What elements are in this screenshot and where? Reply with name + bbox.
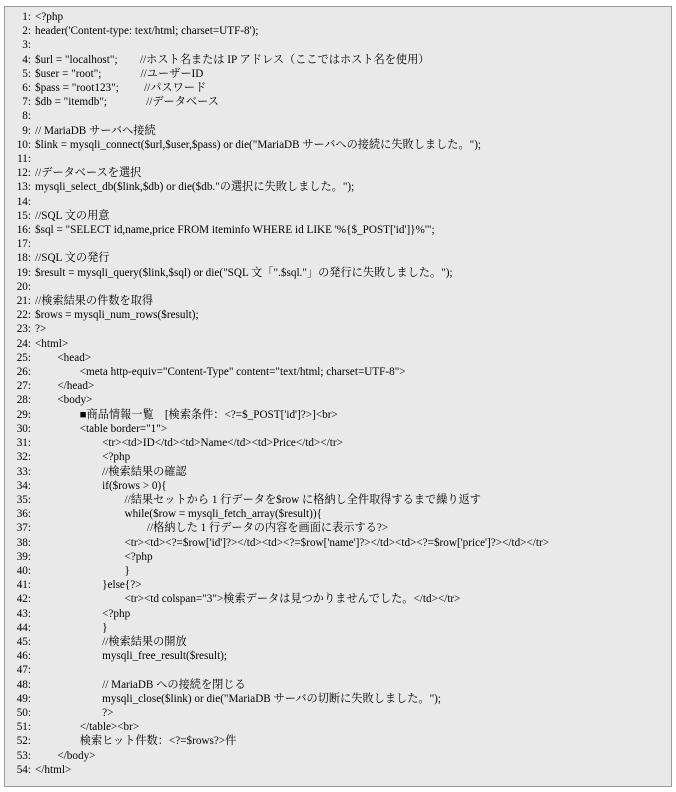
- code-line: [7, 749, 669, 763]
- code-line: [7, 507, 669, 521]
- code-line: [7, 166, 669, 180]
- line-number: 14:: [16, 195, 31, 208]
- line-number: 7:: [22, 96, 31, 109]
- line-code: <tr><td>ID</td><td>Name</td><td>Price</td></tr>: [35, 437, 343, 450]
- code-line: [7, 337, 669, 351]
- code-line: [7, 209, 669, 223]
- line-code: <body>: [35, 394, 93, 407]
- code-line: [7, 280, 669, 294]
- code-line: [7, 692, 669, 706]
- code-line: [7, 521, 669, 535]
- line-number: 21:: [16, 295, 31, 308]
- line-number: 19:: [16, 266, 31, 279]
- code-line: [7, 180, 669, 194]
- line-number: 40:: [16, 564, 31, 577]
- line-code: $user = "root"; //ユーザーID: [35, 67, 204, 80]
- line-code: <?php: [35, 607, 131, 620]
- line-code: $sql = "SELECT id,name,price FROM iteminfo WHERE id LIKE '%{$_POST['id']}%'";: [35, 224, 435, 237]
- line-number: 8:: [22, 110, 31, 123]
- line-number: 53:: [16, 749, 31, 762]
- line-number: 15:: [16, 209, 31, 222]
- line-number: 52:: [16, 735, 31, 748]
- line-number: 47:: [16, 664, 31, 677]
- code-line: [7, 607, 669, 621]
- line-number: 54:: [16, 763, 31, 776]
- line-code: //検索結果の確認: [35, 465, 187, 478]
- code-line: [7, 195, 669, 209]
- line-number: 43:: [16, 607, 31, 620]
- line-number: 2:: [22, 25, 31, 38]
- line-number: 50:: [16, 706, 31, 719]
- line-number: 10:: [16, 138, 31, 151]
- code-line: [7, 393, 669, 407]
- code-line: [7, 578, 669, 592]
- code-line: [7, 38, 669, 52]
- line-number: 49:: [16, 692, 31, 705]
- line-number: 18:: [16, 252, 31, 265]
- line-code: }: [35, 621, 108, 634]
- line-number: 23:: [16, 323, 31, 336]
- code-line: [7, 138, 669, 152]
- line-code: <table border="1">: [35, 422, 168, 435]
- line-code: <tr><td><?=$row['id']?></td><td><?=$row['name']?></td><td><?=$row['price']?></td></tr>: [35, 536, 550, 549]
- line-code: <?php: [35, 11, 64, 23]
- line-number: 39:: [16, 550, 31, 563]
- line-number: 16:: [16, 224, 31, 237]
- line-number: 48:: [16, 678, 31, 691]
- code-line: [7, 465, 669, 479]
- line-number: 32:: [16, 451, 31, 464]
- line-number: 20:: [16, 280, 31, 293]
- line-code: </body>: [35, 749, 96, 762]
- line-number: 24:: [16, 337, 31, 350]
- code-line: [7, 408, 669, 422]
- code-line: [7, 365, 669, 379]
- line-code: </table><br>: [35, 721, 140, 734]
- line-number: 5:: [22, 67, 31, 80]
- line-code: <html>: [35, 337, 69, 350]
- code-line: [7, 592, 669, 606]
- code-line: [7, 379, 669, 393]
- code-line: [7, 621, 669, 635]
- line-code: 検索ヒット件数：<?=$rows?>件: [35, 735, 237, 748]
- line-number: 37:: [16, 522, 31, 535]
- code-listing: [4, 6, 672, 787]
- line-code: <tr><td colspan="3">検索データは見つかりませんでした。</td></tr>: [35, 593, 461, 606]
- code-line: [7, 237, 669, 251]
- line-code: }else{?>: [35, 579, 142, 592]
- line-code: ?>: [35, 706, 114, 719]
- line-number: 36:: [16, 508, 31, 521]
- line-code: //検索結果の件数を取得: [35, 295, 154, 308]
- code-line: [7, 251, 669, 265]
- line-code: ?>: [35, 323, 47, 336]
- line-code: $url = "localhost"; //ホスト名または IP アドレス（ここではホスト名を使用）: [35, 53, 430, 66]
- line-number: 9:: [22, 124, 31, 137]
- code-line: [7, 266, 669, 280]
- line-code: $result = mysqli_query($link,$sql) or die("SQL 文「".$sql."」の発行に失敗しました。");: [35, 266, 453, 279]
- code-line: [7, 450, 669, 464]
- line-code: //データベースを選択: [35, 167, 142, 180]
- line-code: $link = mysqli_connect($url,$user,$pass) or die("MariaDB サーバへの接続に失敗しました。");: [35, 138, 482, 151]
- line-number: 41:: [16, 579, 31, 592]
- line-code: }: [35, 564, 130, 577]
- line-code: mysqli_select_db($link,$db) or die($db."の選択に失敗しました。");: [35, 181, 355, 194]
- line-number: 12:: [16, 167, 31, 180]
- line-code: header('Content-type: text/html; charset=UTF-8');: [35, 25, 259, 38]
- line-number: 13:: [16, 181, 31, 194]
- code-line: [7, 308, 669, 322]
- line-number: 33:: [16, 465, 31, 478]
- code-line: [7, 536, 669, 550]
- line-number: 1:: [22, 11, 31, 23]
- line-code: // MariaDB への接続を閉じる: [35, 678, 246, 691]
- code-line: [7, 550, 669, 564]
- code-line: [7, 763, 669, 777]
- line-code: //SQL 文の用意: [35, 209, 110, 222]
- line-number: 4:: [22, 53, 31, 66]
- line-number: 38:: [16, 536, 31, 549]
- code-line: [7, 720, 669, 734]
- line-number: 3:: [22, 39, 31, 52]
- line-code: // MariaDB サーバへ接続: [35, 124, 156, 137]
- line-code: //SQL 文の発行: [35, 252, 110, 265]
- code-line: [7, 436, 669, 450]
- code-line: [7, 152, 669, 166]
- code-line: [7, 223, 669, 237]
- line-code: //結果セットから 1 行データを$row に格納し全件取得するまで繰り返す: [35, 493, 481, 506]
- line-number: 22:: [16, 309, 31, 322]
- code-line: [7, 322, 669, 336]
- line-number: 42:: [16, 593, 31, 606]
- code-line: [7, 53, 669, 67]
- line-number: 26:: [16, 366, 31, 379]
- line-number: 29:: [16, 408, 31, 421]
- line-number: 30:: [16, 422, 31, 435]
- line-code: <?php: [35, 451, 131, 464]
- code-line: [7, 635, 669, 649]
- line-code: $db = "itemdb"; //データベース: [35, 96, 219, 109]
- line-number: 11:: [17, 153, 31, 166]
- line-code: ■商品情報一覧 [検索条件：<?=$_POST['id']?>]<br>: [35, 408, 338, 421]
- line-number: 46:: [16, 650, 31, 663]
- line-code: //検索結果の開放: [35, 635, 187, 648]
- code-line: [7, 734, 669, 748]
- line-number: 44:: [16, 621, 31, 634]
- code-line: [7, 124, 669, 138]
- line-number: 28:: [16, 394, 31, 407]
- line-number: 25:: [16, 351, 31, 364]
- code-line: [7, 493, 669, 507]
- line-code: <head>: [35, 351, 92, 364]
- line-code: </html>: [35, 763, 72, 776]
- line-number: 51:: [16, 721, 31, 734]
- code-line: [7, 109, 669, 123]
- line-code: if($rows > 0){: [35, 479, 167, 492]
- code-line: [7, 649, 669, 663]
- code-line: [7, 24, 669, 38]
- code-line: [7, 678, 669, 692]
- code-line: [7, 422, 669, 436]
- code-line: [7, 351, 669, 365]
- code-line: [7, 95, 669, 109]
- line-code: while($row = mysqli_fetch_array($result)){: [35, 508, 322, 521]
- line-code: </head>: [35, 380, 95, 393]
- code-line: [7, 479, 669, 493]
- code-line: [7, 81, 669, 95]
- line-code: //格納した 1 行データの内容を画面に表示する?>: [35, 522, 389, 535]
- code-line: [7, 706, 669, 720]
- line-number: 27:: [16, 380, 31, 393]
- line-number: 31:: [16, 437, 31, 450]
- code-line: [7, 663, 669, 677]
- line-code: <meta http-equiv="Content-Type" content="text/html; charset=UTF-8">: [35, 366, 406, 379]
- line-code: mysqli_free_result($result);: [35, 650, 228, 663]
- code-line: [7, 564, 669, 578]
- line-number: 45:: [16, 635, 31, 648]
- line-number: 17:: [16, 238, 31, 251]
- line-number: 6:: [22, 82, 31, 95]
- line-code: <?php: [35, 550, 153, 563]
- line-code: $rows = mysqli_num_rows($result);: [35, 309, 199, 322]
- code-line: [7, 10, 669, 24]
- code-line: [7, 67, 669, 81]
- line-code: $pass = "root123"; //パスワード: [35, 82, 207, 95]
- line-code: mysqli_close($link) or die("MariaDB サーバの切断に失敗しました。");: [35, 692, 442, 705]
- code-line: [7, 294, 669, 308]
- line-number: 34:: [16, 479, 31, 492]
- line-number: 35:: [16, 493, 31, 506]
